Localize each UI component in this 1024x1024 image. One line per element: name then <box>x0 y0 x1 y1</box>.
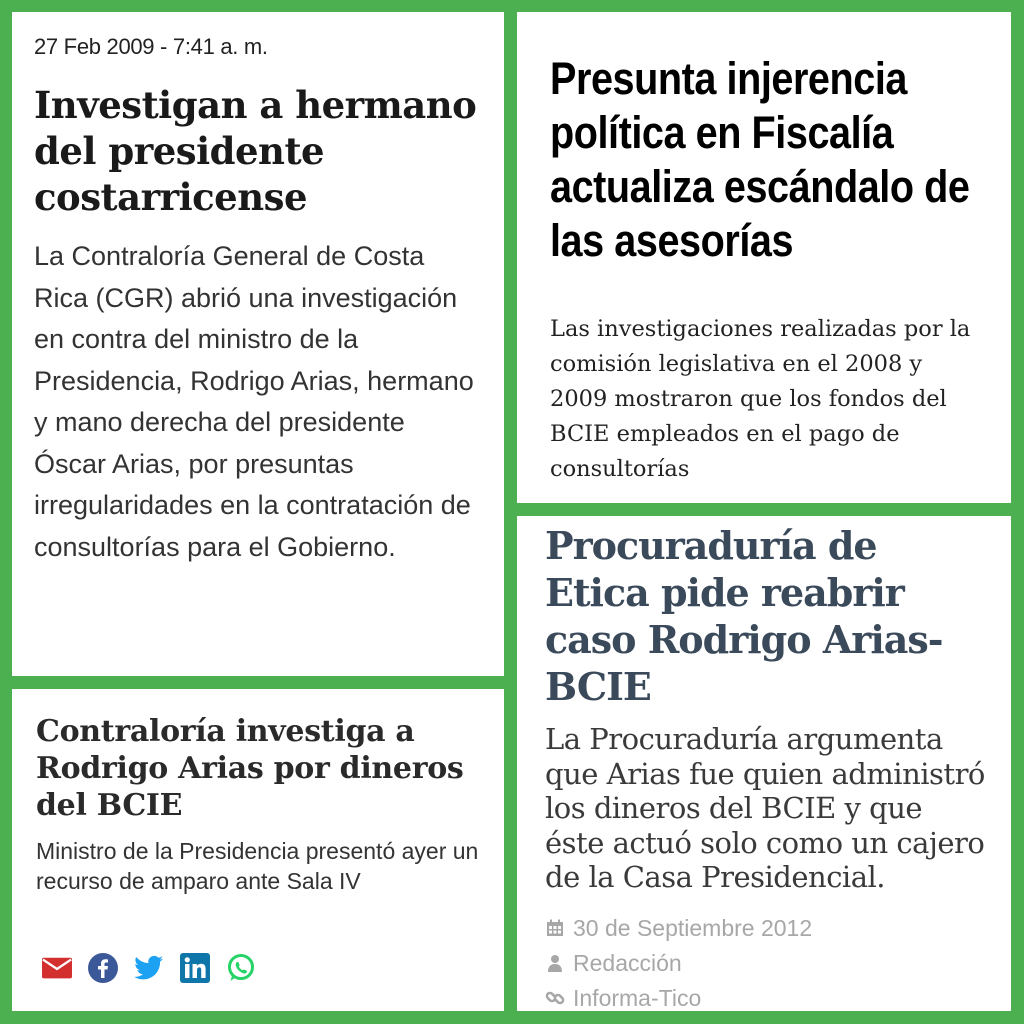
linkedin-icon[interactable] <box>180 953 210 983</box>
article-source-row <box>545 981 987 1012</box>
article-date-row <box>545 911 987 946</box>
share-bar <box>42 953 256 983</box>
article-headline[interactable]: Investigan a hermano del presidente costarricense <box>34 83 477 219</box>
article-summary: Ministro de la Presidencia presentó ayer un recurso de amparo ante Sala IV <box>36 838 479 894</box>
calendar-icon <box>545 918 565 938</box>
news-card-contraloria <box>12 689 504 1011</box>
article-headline[interactable]: Contraloría investiga a Rodrigo Arias por dineros del BCIE <box>36 714 464 823</box>
news-card-procuraduria <box>517 516 1011 1011</box>
article-summary: La Contraloría General de Costa Rica (CGR) abrió una investigación en contra del ministro de la Presidencia, Rodrigo Arias, hermano y mano derecha del presidente Óscar Arias, por presuntas irregularidades en la contratación de consultorías para el Gobierno. <box>34 241 474 562</box>
article-headline[interactable]: Presunta injerencia política en Fiscalía actualiza escándalo de las asesorías <box>550 53 970 266</box>
email-icon[interactable] <box>42 953 72 983</box>
twitter-icon[interactable] <box>134 953 164 983</box>
article-author[interactable]: Redacción <box>573 949 682 976</box>
article-author-row <box>545 946 987 981</box>
link-icon <box>545 988 565 1008</box>
user-icon <box>545 953 565 973</box>
article-headline[interactable]: Procuraduría de Etica pide reabrir caso Rodrigo Arias-BCIE <box>545 523 943 709</box>
article-date: 30 de Septiembre 2012 <box>573 914 813 941</box>
article-summary: La Procuraduría argumenta que Arias fue quien administró los dineros del BCIE y que éste actuó solo como un cajero de la Casa Presidencial. <box>545 722 985 894</box>
article-source[interactable]: Informa-Tico <box>573 984 702 1011</box>
news-card-injerencia <box>517 12 1011 503</box>
whatsapp-icon[interactable] <box>226 953 256 983</box>
facebook-icon[interactable] <box>88 953 118 983</box>
news-card-hermano <box>12 12 504 676</box>
article-date: 27 Feb 2009 - 7:41 a. m. <box>34 34 268 59</box>
article-summary: Las investigaciones realizadas por la comisión legislativa en el 2008 y 2009 mostraron que los fondos del BCIE empleados en el pago de consultorías <box>550 316 971 482</box>
